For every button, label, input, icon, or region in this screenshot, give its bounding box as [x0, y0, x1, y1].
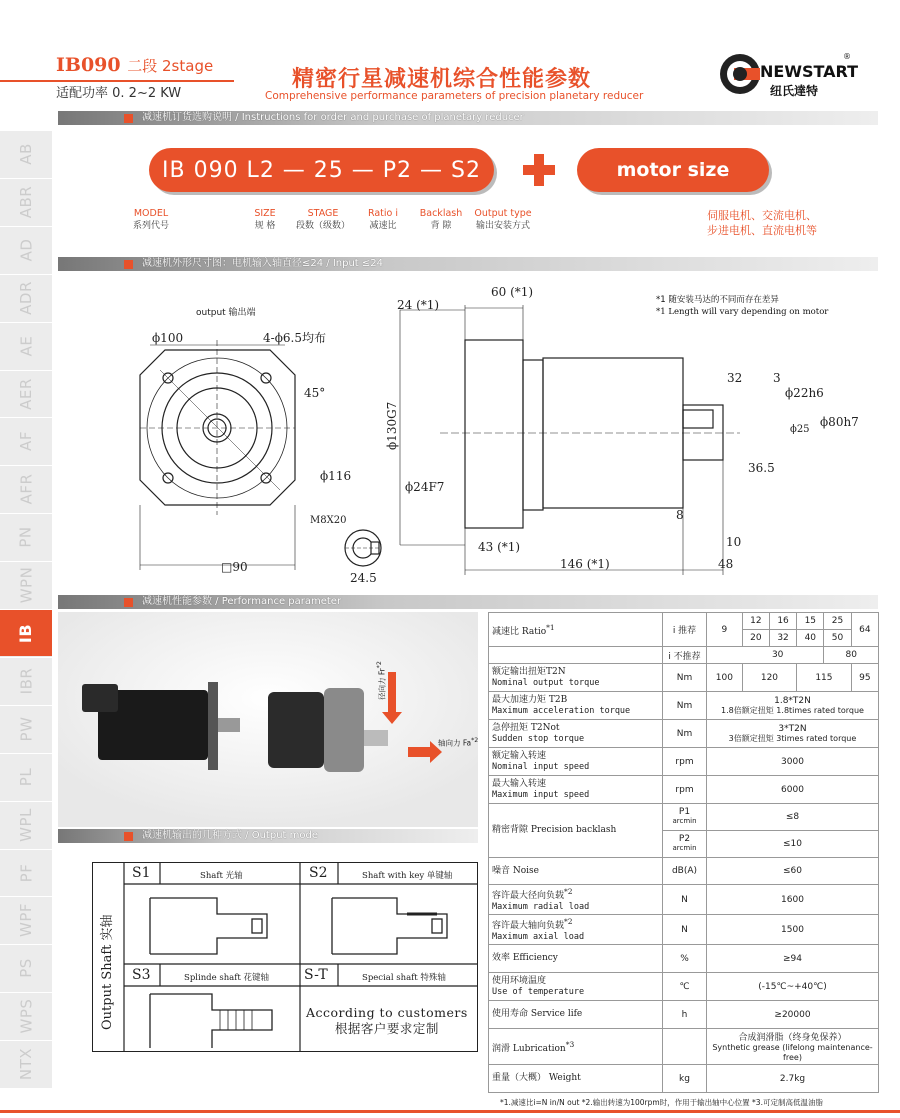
radial-load-value: 1600	[707, 885, 879, 915]
stop-torque-cn: 急停扭矩 T2Not	[492, 722, 560, 733]
power-range: 适配功率 0. 2~2 KW	[56, 86, 182, 101]
dim-d25: ϕ25	[790, 424, 810, 435]
series-tab-label: AFR	[17, 473, 35, 505]
section-marker	[124, 598, 133, 607]
series-tab-wps[interactable]	[0, 992, 52, 1039]
stop-torque-unit: Nm	[663, 720, 707, 748]
dim-d22: ϕ22h6	[785, 386, 824, 400]
series-tab-label: WPF	[16, 903, 35, 938]
output-s1-code: S1	[132, 865, 151, 881]
radial-load-cn: 容许最大径向负载	[492, 891, 565, 901]
ratio-20: 20	[742, 630, 769, 647]
nominal-torque-cn: 额定输出扭矩T2N	[492, 666, 566, 677]
section-order-title: 减速机订货选购说明 / Instructions for order and purchase of planetary reducer	[142, 112, 524, 123]
series-tab-label: IB	[16, 623, 36, 643]
ratio-50: 50	[824, 630, 851, 647]
ratio-9: 9	[707, 613, 743, 647]
output-st-code: S-T	[304, 967, 328, 983]
dim-sq90: □90	[221, 560, 248, 574]
backlash-p1-value: ≤8	[707, 804, 879, 831]
ratio-25: 25	[824, 613, 851, 630]
backlash-label: 精密背隙 Precision backlash	[489, 804, 663, 858]
series-tab-ib[interactable]	[0, 609, 52, 656]
radial-force-text: 径向力 Fr	[377, 668, 387, 700]
stage-label: 二段 2stage	[127, 57, 214, 75]
label-model-cn: 系列代号	[132, 221, 169, 231]
label-ratio-en: Ratio i	[367, 208, 399, 219]
ratio-80: 80	[824, 647, 879, 664]
stop-torque-main: 3*T2N	[778, 723, 807, 734]
series-tab-label: ADR	[16, 280, 35, 315]
efficiency-value: ≥94	[707, 945, 879, 973]
nominal-torque-unit: Nm	[663, 664, 707, 692]
ratio-sup: *1	[546, 622, 555, 632]
series-tab-label: PL	[17, 767, 35, 786]
backlash-p1: P1	[678, 807, 691, 817]
series-tab-afr[interactable]	[0, 465, 52, 512]
series-tab-label: AE	[17, 335, 35, 356]
nominal-torque-9: 100	[707, 664, 743, 692]
i-norec-cell: i 不推荐	[663, 647, 707, 664]
section-marker	[124, 114, 133, 123]
radial-force-label	[376, 661, 388, 700]
output-s3-code: S3	[132, 967, 151, 983]
custom-shaft-cn: 根据客户要求定制	[334, 1021, 439, 1036]
output-shaft-vertical: Output Shaft 实轴	[100, 914, 115, 1030]
series-tab-label: ABR	[16, 185, 35, 219]
series-tab-wpl[interactable]	[0, 801, 52, 848]
lubrication-label-cell	[489, 1029, 663, 1065]
series-tab-label: WPN	[16, 566, 35, 604]
motor-size-pill: motor size	[577, 148, 769, 192]
radial-load-unit: N	[663, 885, 707, 915]
noise-unit: dB(A)	[663, 858, 707, 885]
series-tab-label: IBR	[16, 667, 35, 695]
row-stop-torque-name	[489, 720, 663, 748]
output-s1-name: Shaft 光轴	[200, 871, 243, 881]
label-size-en: SIZE	[254, 208, 276, 219]
series-tab-aer[interactable]	[0, 370, 52, 417]
backlash-p2: P2	[678, 834, 691, 844]
dim-d116: ϕ116	[320, 469, 352, 483]
series-tab-label: WPS	[17, 998, 35, 1034]
dim-holes: 4-ϕ6.5均布	[263, 331, 326, 345]
dim-w8: 8	[676, 508, 684, 522]
output-st-name: Special shaft 特殊轴	[362, 973, 446, 983]
label-ratio-cn: 减速比	[369, 221, 397, 231]
order-code-pill: IB 090 L2 — 25 — P2 — S2	[149, 148, 494, 192]
series-tab-wpf[interactable]	[0, 896, 52, 943]
stop-torque-sub: 3倍额定扭矩 3times rated torque	[728, 733, 857, 743]
label-stage-cn: 段数（级数）	[295, 221, 350, 231]
axial-force-text: 轴向力 Fa	[438, 738, 472, 748]
logo-registered: ®	[843, 52, 851, 61]
dim-d24: ϕ24F7	[405, 480, 445, 494]
label-model	[126, 208, 176, 232]
temperature-en: Use of temperature	[492, 986, 585, 997]
radial-load-sup: *2	[564, 887, 573, 896]
max-accel-sub: 1.8倍额定扭矩 1.8times rated torque	[721, 705, 864, 715]
series-tab-label: AER	[16, 377, 35, 410]
label-size	[240, 208, 290, 232]
dim-d80: ϕ80h7	[820, 415, 859, 429]
series-title	[56, 54, 213, 76]
max-accel-cn: 最大加速力矩 T2B	[492, 694, 568, 705]
efficiency-label: 效率 Efficiency	[489, 945, 663, 973]
max-speed-value: 6000	[707, 776, 879, 804]
logo-cn: 纽氏達特	[770, 84, 819, 98]
series-tab-adr[interactable]	[0, 274, 52, 321]
label-ratio	[360, 208, 406, 232]
series-tab-ae[interactable]	[0, 322, 52, 369]
row-nominal-torque-name	[489, 664, 663, 692]
row-axial-load-name	[489, 915, 663, 945]
axial-load-sup: *2	[564, 917, 573, 926]
radial-load-en: Maximum radial load	[492, 902, 590, 912]
logo-text: NEWSTART	[760, 62, 859, 81]
label-model-en: MODEL	[133, 208, 169, 219]
row-temperature-name	[489, 973, 663, 1001]
section-performance-bar	[58, 595, 878, 609]
max-accel-value	[707, 692, 879, 720]
row-input-speed-name	[489, 748, 663, 776]
weight-label: 重量（大概） Weight	[489, 1065, 663, 1093]
page-title: 精密行星减速机综合性能参数	[292, 67, 592, 92]
nominal-torque-15-50: 115	[797, 664, 851, 692]
max-speed-cn: 最大输入转速	[492, 778, 547, 789]
label-output-type	[472, 208, 534, 232]
backlash-p2-value: ≤10	[707, 831, 879, 858]
dim-d130: ϕ130G7	[385, 401, 399, 450]
max-speed-unit: rpm	[663, 776, 707, 804]
series-tab-label: WPL	[16, 807, 35, 842]
lubrication-value	[707, 1029, 879, 1065]
ratio-16: 16	[769, 613, 796, 630]
nominal-torque-en: Nominal output torque	[492, 677, 600, 688]
axial-load-cn: 容许最大轴向负载	[492, 921, 565, 931]
ratio-label-cell	[489, 613, 663, 647]
series-tab-label: PW	[16, 716, 35, 742]
dim-w24-5: 24.5	[350, 571, 377, 585]
lubrication-label: 润滑 Lubrication	[492, 1043, 566, 1054]
ratio-30: 30	[707, 647, 824, 664]
series-tab-label: PS	[16, 958, 35, 979]
ratio-norec-spacer	[489, 647, 663, 664]
lubrication-main: 合成润滑脂（终身免保养）	[738, 1033, 847, 1043]
dim-w3: 3	[773, 371, 781, 385]
temperature-cn: 使用环境温度	[492, 975, 547, 986]
backlash-p1-cell	[663, 804, 707, 831]
series-tab-abr[interactable]	[0, 178, 52, 225]
lubrication-sub: Synthetic grease (lifelong maintenance-free)	[712, 1043, 873, 1062]
lubrication-unit	[663, 1029, 707, 1065]
max-speed-en: Maximum input speed	[492, 789, 590, 800]
section-outline-title: 减速机外形尺寸图：电机输入轴直径≤24 / Input ≤24	[142, 258, 384, 269]
axial-load-value: 1500	[707, 915, 879, 945]
row-max-speed-name	[489, 776, 663, 804]
ratio-32: 32	[769, 630, 796, 647]
ratio-label: 减速比 Ratio	[492, 626, 547, 637]
ratio-12: 12	[742, 613, 769, 630]
label-output-type-cn: 输出安装方式	[475, 221, 530, 231]
custom-shaft-en: According to customers	[306, 1005, 468, 1020]
performance-table	[488, 612, 879, 1093]
dim-w24: 24 (*1)	[397, 298, 440, 312]
section-order-bar	[58, 111, 878, 125]
temperature-unit: ℃	[663, 973, 707, 1001]
series-tab-pn[interactable]	[0, 513, 52, 560]
stop-torque-value	[707, 720, 879, 748]
dim-angle: 45°	[304, 386, 326, 400]
custom-shaft-note	[306, 1005, 468, 1037]
dim-m8: M8X20	[310, 515, 347, 526]
series-tab-ab[interactable]	[0, 130, 52, 177]
row-radial-load-name	[489, 885, 663, 915]
section-output-bar	[58, 829, 478, 843]
service-life-value: ≥20000	[707, 1001, 879, 1029]
max-accel-unit: Nm	[663, 692, 707, 720]
output-s3-name: Splinde shaft 花键轴	[184, 973, 270, 983]
row-max-accel-name	[489, 692, 663, 720]
dim-w36-5: 36.5	[748, 461, 775, 475]
series-tab-ntx[interactable]	[0, 1040, 52, 1087]
input-speed-value: 3000	[707, 748, 879, 776]
output-s2-code: S2	[309, 865, 328, 881]
frame-size: 090	[80, 54, 121, 76]
side-view-drawing	[380, 290, 840, 590]
dim-w43: 43 (*1)	[478, 540, 521, 554]
drawing-note-en: *1 Length will vary depending on motor	[656, 307, 829, 317]
ratio-40: 40	[797, 630, 824, 647]
temperature-value: (-15℃~+40℃)	[707, 973, 879, 1001]
dim-w146: 146 (*1)	[560, 557, 610, 571]
footnote: *1.减速比i=N in/N out *2.输出转速为100rpm时，作用于输出轴中心位置 *3.可定制高低温油脂	[500, 1098, 823, 1107]
nominal-torque-12-32: 120	[742, 664, 796, 692]
label-output-type-en: Output type	[474, 208, 532, 219]
series-tab-pw[interactable]	[0, 705, 52, 752]
series-tab-wpn[interactable]	[0, 561, 52, 608]
dim-w32: 32	[727, 371, 743, 385]
section-marker	[124, 260, 133, 269]
section-marker	[124, 832, 133, 841]
section-outline-bar	[58, 257, 878, 271]
series-tab-label: NTX	[16, 1048, 35, 1081]
efficiency-unit: %	[663, 945, 707, 973]
series-tab-label: PN	[17, 526, 35, 548]
plus-icon	[519, 150, 559, 190]
service-life-unit: h	[663, 1001, 707, 1029]
series-tab-pf[interactable]	[0, 849, 52, 896]
backlash-p1-unit: arcmin	[672, 817, 697, 825]
input-speed-en: Nominal input speed	[492, 761, 590, 772]
series-code: IB	[56, 54, 81, 76]
weight-unit: kg	[663, 1065, 707, 1093]
product-photo	[58, 612, 478, 827]
label-size-cn: 规 格	[254, 221, 276, 231]
series-tab-label: AB	[17, 143, 35, 165]
lubrication-sup: *3	[565, 1039, 575, 1049]
max-accel-main: 1.8*T2N	[774, 695, 811, 706]
axial-load-en: Maximum axial load	[492, 932, 585, 942]
backlash-p2-cell	[663, 831, 707, 858]
radial-force-sup: *2	[376, 661, 383, 669]
label-backlash-en: Backlash	[419, 208, 463, 219]
series-tab-strip	[0, 130, 52, 1088]
label-stage	[294, 208, 352, 232]
weight-value: 2.7kg	[707, 1065, 879, 1093]
series-tab-label: AF	[16, 431, 35, 452]
ratio-64: 64	[851, 613, 878, 647]
series-tab-af[interactable]	[0, 417, 52, 464]
noise-value: ≤60	[707, 858, 879, 885]
motor-types-line1: 伺服电机、交流电机、	[707, 209, 817, 222]
dim-w48: 48	[718, 557, 734, 571]
axial-force-sup: *2	[471, 737, 479, 744]
series-tab-ad[interactable]	[0, 226, 52, 273]
max-accel-en: Maximum acceleration torque	[492, 705, 631, 716]
noise-label: 噪音 Noise	[489, 858, 663, 885]
section-output-title: 减速机输出的几种方式 / Output mode	[142, 830, 319, 841]
series-tab-ibr[interactable]	[0, 657, 52, 704]
ratio-15: 15	[797, 613, 824, 630]
series-tab-label: AD	[17, 238, 35, 262]
section-performance-title: 减速机性能参数 / Performance parameter	[142, 596, 342, 607]
bottom-accent-line	[0, 1110, 900, 1113]
drawing-note-cn: *1 随安装马达的不同而存在差异	[656, 295, 779, 305]
output-s2-name: Shaft with key 单键轴	[362, 871, 453, 881]
series-tab-ps[interactable]	[0, 944, 52, 991]
label-backlash	[416, 208, 466, 232]
service-life-label: 使用寿命 Service life	[489, 1001, 663, 1029]
stop-torque-en: Sudden stop torque	[492, 733, 585, 744]
dim-d100: ϕ100	[152, 331, 184, 345]
dim-w60: 60 (*1)	[491, 285, 534, 299]
label-stage-en: STAGE	[307, 208, 339, 219]
series-tab-pl[interactable]	[0, 753, 52, 800]
input-speed-cn: 额定输入转速	[492, 750, 547, 761]
i-rec-cell: i 推荐	[663, 613, 707, 647]
page-subtitle: Comprehensive performance parameters of precision planetary reducer	[265, 90, 644, 102]
output-label: output 输出端	[196, 308, 256, 318]
axial-force-label	[438, 737, 478, 749]
motor-types	[707, 208, 817, 238]
input-speed-unit: rpm	[663, 748, 707, 776]
dim-w10: 10	[726, 535, 742, 549]
motor-types-line2: 步进电机、直流电机等	[707, 224, 817, 237]
nominal-torque-64: 95	[851, 664, 878, 692]
series-tab-label: PF	[17, 863, 35, 882]
label-backlash-cn: 背 隙	[430, 221, 452, 231]
axial-load-unit: N	[663, 915, 707, 945]
backlash-p2-unit: arcmin	[672, 844, 697, 852]
